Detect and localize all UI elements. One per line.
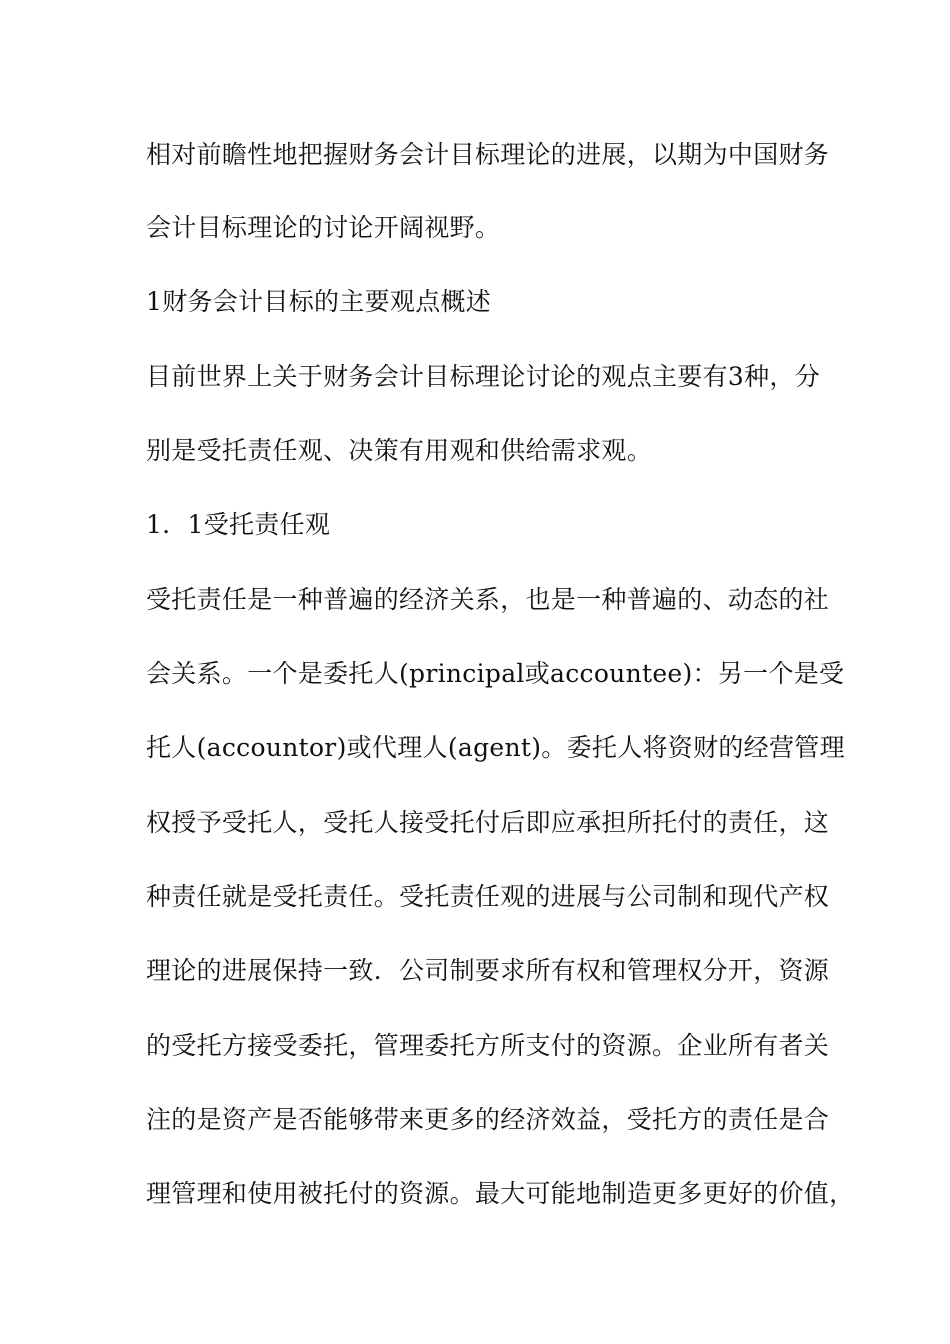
text-line: 会关系。一个是委托人(principal或accountee)：另一个是受 xyxy=(146,659,845,688)
text-line: 别是受托责任观、决策有用观和供给需求观。 xyxy=(146,436,653,465)
text-line: 托人(accountor)或代理人(agent)。委托人将资财的经营管理 xyxy=(146,733,845,762)
subsection-heading: 1．1受托责任观 xyxy=(146,510,331,539)
text-line: 理论的进展保持一致．公司制要求所有权和管理权分开，资源 xyxy=(146,956,830,985)
text-line: 会计目标理论的讨论开阔视野。 xyxy=(146,213,501,242)
text-line: 种责任就是受托责任。受托责任观的进展与公司制和现代产权 xyxy=(146,882,830,911)
section-heading: 1财务会计目标的主要观点概述 xyxy=(146,287,492,316)
text-line: 权授予受托人，受托人接受托付后即应承担所托付的责任，这 xyxy=(146,808,830,837)
text-line: 受托责任是一种普遍的经济关系，也是一种普遍的、动态的社 xyxy=(146,585,830,614)
text-line: 理管理和使用被托付的资源。最大可能地制造更多更好的价值， xyxy=(146,1179,855,1208)
text-line: 目前世界上关于财务会计目标理论讨论的观点主要有3种，分 xyxy=(146,362,821,391)
text-line: 注的是资产是否能够带来更多的经济效益，受托方的责任是合 xyxy=(146,1105,830,1134)
text-line: 相对前瞻性地把握财务会计目标理论的进展，以期为中国财务 xyxy=(146,140,830,169)
text-line: 的受托方接受委托，管理委托方所支付的资源。企业所有者关 xyxy=(146,1031,830,1060)
